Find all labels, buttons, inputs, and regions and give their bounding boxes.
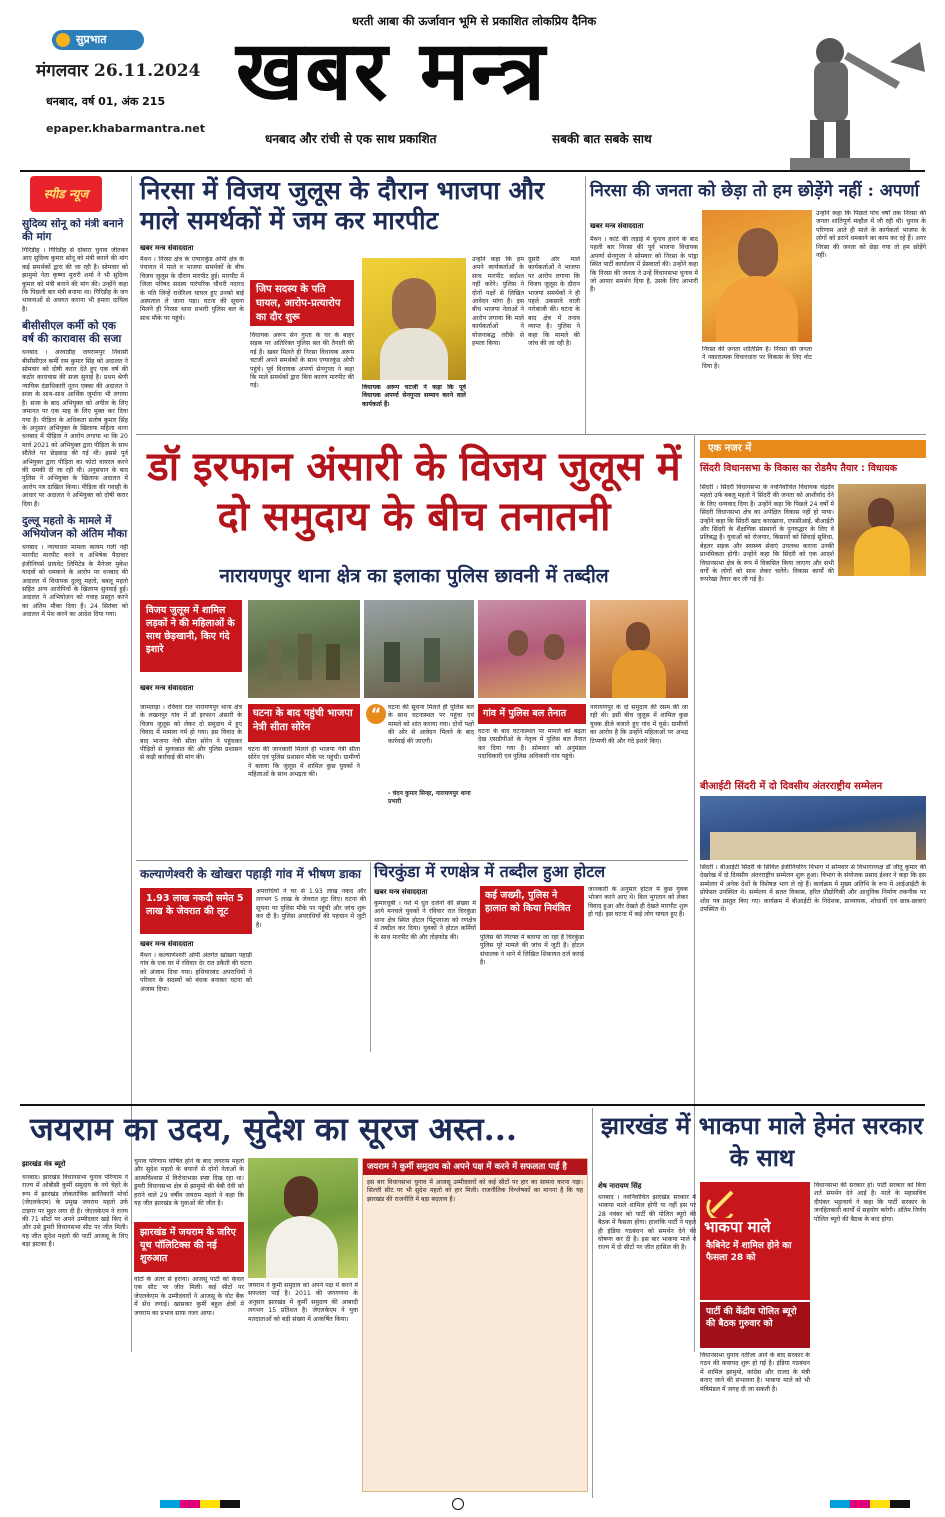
nirsa-col1: मैथन । निरसा क्षेत्र के एग्यारकुंड ओपी क्षेत्र के पंचायत में माले व भाजपा समर्थकों के बीच विजय जुलूस के दौरान मारपीट हुई। मारपीट में जिला परिषद सदस्य पारंपरिक चौधरी नदारद के पति जिन्हें राधेरिश्य घायल हुए उनको बाई अस्पताल ले जाना पड़ा। घटना की सूचना मिलने ही निरसा थाना प्रभारी पुलिस बल के साथ मौके पर पहुंचे। xyxy=(140,256,244,322)
ek-nazar-badge: एक नजर में xyxy=(700,440,926,458)
epaper-url[interactable]: epaper.khabarmantra.net xyxy=(46,122,205,135)
edition-badge xyxy=(52,30,144,50)
nirsa-col3: उन्होंने कहा कि हम अपने कार्यकर्ताओं के साथ मारपीट बर्दाश्त नहीं करेंगे। पुलिस ने दोनों पक्षों से लिखित आवेदन मांगा है। इस बीच भाजपा नेताओं ने आरोप लगाया कि माले कार्यकर्ताओं ने योजनाबद्ध तरीके से हमला किया। xyxy=(472,256,524,348)
registration-mark xyxy=(452,1498,464,1510)
irfan-quote-by: - चंदन कुमार सिन्हा, नारायणपुर थाना प्रभारी xyxy=(388,790,471,805)
column-divider xyxy=(131,176,132,1352)
nirsa-photo xyxy=(362,258,466,380)
speed-news-badge: स्पीड न्यूज xyxy=(30,176,102,212)
nirsa-headline[interactable]: निरसा में विजय जुलूस के दौरान भाजपा और माले समर्थकों में जम कर मारपीट xyxy=(140,176,545,235)
cpi-highlight-2: पार्टी की केंद्रीय पोलित ब्यूरो की बैठक गुरुवार को xyxy=(700,1302,810,1348)
kalyaneshwari-headline[interactable]: कल्याणेश्वरी के खोखरा पहाड़ी गांव में भीषण डाका xyxy=(140,867,361,881)
jairam-headline[interactable]: जयराम का उदय, सुदेश का सूरज अस्त... xyxy=(30,1110,518,1148)
column-divider xyxy=(592,1108,593,1498)
hammer-sickle-icon xyxy=(704,1186,744,1218)
jairam-col2-top: चुनाव परिणाम घोषित होने के बाद जयराम महतो और सुदेश महतो के बयानों से दोनों नेताओं के आत्मविश्वास में विरोधाभास स्पष्ट दिख रहा था। डुमरी विधानसभा क्षेत्र से झामुमो की बेबी देवी को हराने वाले 29 वर्षीय जयराम महतो ने कहा कि यह जीत झारखंड के युवाओं की जीत है। xyxy=(134,1158,244,1208)
chirkunda-headline[interactable]: चिरकुंडा में रणक्षेत्र में तब्दील हुआ होटल xyxy=(374,862,606,881)
irfan-byline: खबर मन्त्र संवाददाता xyxy=(140,684,194,692)
aparna-photo-caption: निरसा की जनता शांतिप्रिय है। निरसा की जनता ने नकारात्मक विचारधारा पर विकास के लिए वोट दिया है। xyxy=(702,346,812,370)
kalyaneshwari-byline: खबर मन्त्र संवाददाता xyxy=(140,940,194,948)
speed-news-body-1: गिरिडीह । गिरिडीह से दोबारा चुनाव जीतकर आए सुदिव्य कुमार सोनू को मंत्री बनाने की मांग कई समर्थकों द्वारा की जा रही है। सोमवार को झामुमो नेता कृष्णा मुरारी शर्मा ने भी सुदिव्य कुमार को मंत्री बनाने की मांग की। उन्होंने कहा कि पिछली बार मंत्री बनाया था। गिरिडीह के जन भावनाओं से अवगत कराना भी हमारा दायित्व है। xyxy=(22,247,128,313)
cpi-headline[interactable]: झारखंड में भाकपा माले हेमंत सरकार के साथ xyxy=(600,1111,924,1172)
column-divider xyxy=(370,862,371,1052)
masthead-rule xyxy=(20,170,925,172)
quote-icon: “ xyxy=(366,704,386,724)
chirkunda-col3: जानकारी के अनुसार होटल में कुछ युवक भोजन करने आए थे। बिल भुगतान को लेकर विवाद हुआ और देखते ही देखते मारपीट शुरू हो गई। इस घटना में कई लोग घायल हुए हैं। xyxy=(588,886,688,919)
column-divider xyxy=(585,176,586,434)
jairam-photo xyxy=(248,1158,358,1278)
speed-news-headline-3: दुल्लू महतो के मामले में अभियोजन को अंतिम मौका xyxy=(22,514,128,540)
irfan-photo-women xyxy=(478,600,586,698)
cpi-col2: विधानसभा चुनाव नतीजा आने के बाद सरकार के गठन की कवायद शुरू हो गई है। इंडिया गठबंधन में शामिल झामुमो, कांग्रेस और राजद के मंत्री बनाए जाने की संभावना है। भाकपा माले को भी मंत्रिमंडल में जगह दी जा सकती है। xyxy=(700,1352,810,1393)
nirsa-highlight: जिप सदस्य के पति घायल, आरोप-प्रत्यारोप का दौर शुरू xyxy=(250,280,354,326)
bit-photo xyxy=(700,796,926,860)
section-rule xyxy=(20,1104,925,1106)
irfan-box2-title: गांव में पुलिस बल तैनात xyxy=(478,704,586,724)
irfan-subhead: नारायणपुर थाना क्षेत्र का इलाका पुलिस छावनी में तब्दील xyxy=(219,565,609,587)
aparna-byline: खबर मन्त्र संवाददाता xyxy=(590,222,644,230)
sindri-body: सिंदरी । सिंदरी विधानसभा के नवनिर्वाचित विधायक चंद्रदेव महतो उर्फ बबलू महतो ने सिंदरी की जनता को आशीर्वाद देने के लिए धन्यवाद दिया है। उन्होंने कहा कि पिछले 24 वर्षों में सिंदरी विधानसभा क्षेत्र का अपेक्षित विकास नहीं हो पाया। उन्होंने कहा कि सिंदरी खाद कारखाना, एफसीआई, बीआईटी और सिंदरी के शैक्षणिक संस्थानों के पुनरुद्धार के लिए वे प्रतिबद्ध हैं। युवाओं को रोजगार, किसानों को सिंचाई सुविधा, बेहतर सड़क और स्वास्थ्य सेवाएं उपलब्ध कराना उनकी प्राथमिकता होगी। उन्होंने कहा कि सिंदरी को एक आदर्श विधानसभा क्षेत्र के रूप में विकसित किया जाएगा और सभी वर्गों के लोगों को साथ लेकर चलेंगे। विकास कार्यों की रूपरेखा तैयार कर ली गई है। xyxy=(700,484,834,584)
nirsa-photo-caption: विधायक अरूप चटर्जी ने कहा कि पूर्व विधायक अपर्णा सेनगुप्ता सम्मान करने वाले कार्यकर्ता हैं। xyxy=(362,384,466,408)
speed-news-body-3: धनबाद । न्यायाधार मामला कायम गली नहीं मारपीट मारपीट करने व अभिषेक पैदावार इंजीनियर्स प्रायवेट लिमिटेड के मैनेजर मुकेश यादवों को धमकाने के आरोप पर धनबाद की अदालत में विधायक दुल्लू महतो, बबलू महतो सहित अन्य आरोपियों के खिलाफ सुनवाई हुई। अदालत ने अभियोजन को गवाह प्रस्तुत करने का अंतिम मौका दिया है। 24 सितंबर को अदालत में पेश करने का आदेश दिया गया। xyxy=(22,543,128,619)
issue-date: मंगलवार 26.11.2024 xyxy=(36,61,201,81)
irfan-photo-sita xyxy=(590,600,688,698)
nirsa-col2: विधायक अरूप सेन गुप्ता के घर के बाहर सड़क पर अतिरिक्त पुलिस बल की तैनाती की गई है। खबर मिलते ही निरसा विधायक अरूप चटर्जी अपने समर्थकों के साथ एग्यारकुंड ओपी पहुंचे। पूर्व विधायक अपर्णा सेनगुप्ता ने कहा कि माले समर्थकों द्वारा बिना कारण मारपीट की गई। xyxy=(250,332,354,390)
masthead-tagline: धरती आबा की ऊर्जावान भूमि से प्रकाशित लोकप्रिय दैनिक xyxy=(352,14,597,28)
aparna-photo xyxy=(702,210,812,342)
aparna-col1: मैथन । कांटे की लड़ाई में चुनाव हारने के बाद पहली बार निरसा की पूर्व भाजपा विधायक अपर्णा सेनगुप्ता ने सोमवार को निरसा के पांड्रा स्थित पार्टी कार्यालय में प्रेसवार्ता की। उन्होंने कहा कि निरसा की जनता ने उन्हें विधानसभा चुनाव में जो आपार समर्थन दिया है, उसके लिए आभारी हैं। xyxy=(590,236,698,294)
chirkunda-highlight: कई जख्मी, पुलिस ने हालात को किया नियंत्रित xyxy=(480,886,584,930)
speed-news-headline-2: बीसीसीएल कर्मी को एक वर्ष की कारावास की सजा xyxy=(22,320,122,346)
aparna-headline[interactable]: निरसा की जनता को छेड़ा तो हम छोड़ेंगे नहीं : अपर्णा xyxy=(590,181,920,201)
sun-icon xyxy=(56,33,70,47)
cpi-byline: शेष नारायण सिंह xyxy=(598,1182,642,1190)
jairam-quote-box-body: इस बार विधानसभा चुनाव में आजसू उम्मीदवारों को कई सीटों पर हार का सामना करना पड़ा। सिल्ली सीट पर भी सुदेश महतो को हार मिली। राजनीतिक विश्लेषकों का मानना है कि यह झारखंड की राजनीति में बड़ा बदलाव है। xyxy=(367,1179,583,1203)
speed-news-body-2: धनबाद । अरवाडीह जयरामपुर निवासी बीसीसीएल कर्मी राम कुमार सिंह को अदालत ने सोमवार को दोषी करार देते हुए एक वर्ष की कठोर कारावास की सजा सुनाई है। प्रथम श्रेणी न्यायिक दंडाधिकारी नूतन एक्का की अदालत ने सजा के साथ-साथ आर्थिक जुर्माना भी लगाया है। सजा के बाद अभियुक्त को अपील के लिए जमानत पर एक माह के लिए मुक्त कर दिया गया है। पीड़िता के अधिकता सतोष कुमार सिंह के अनुसार अभियुक्त के खिलाफ महिला थाना धनबाद में पीड़िता ने आरोप लगाया था कि 20 मार्च 2021 को अभियुक्त द्वारा पीड़िता के साथ सौतेले पर छेड़छाड़ की गई थी। इससे पूर्व अभियुक्त द्वारा पीड़िता का फोटो वायरल करने की धमकी दी जा रही थी। अनुसंधान के बाद पुलिस ने अभियुक्त के खिलाफ अदालत में आरोप पत्र दाखिल किया। पीड़िता की गवाही के आधार पर अदालत ने अभियुक्त को दोषी करार दिया है। xyxy=(22,349,128,508)
cpi-logo-box xyxy=(700,1182,810,1300)
irfan-box-body: घटना की जानकारी मिलते ही भाजपा नेत्री सीता सोरेन एवं पुलिस प्रशासन मौके पर पहुंची। ग्रामीणों ने बताया कि जुलूस में शामिल कुछ युवकों ने महिलाओं के साथ अभद्रता की। xyxy=(248,746,360,779)
nirsa-byline: खबर मन्त्र संवाददाता xyxy=(140,244,194,252)
footer-color-bar-right xyxy=(830,1500,910,1508)
irfan-highlight: विजय जुलूस में शामिल लड़कों ने की महिलाओं के साथ छेड़खानी, किए गंदे इशारे xyxy=(140,600,242,672)
cpi-highlight: कैबिनेट में शामिल होने का फैसला 28 को xyxy=(706,1241,792,1263)
nirsa-col4: दूसरी ओर माले कार्यकर्ताओं ने भाजपा पर आरोप लगाया कि विजय जुलूस के दौरान भाजपा समर्थकों ने ही पहले उकसावे वाली नारेबाजी की। घटना के बाद क्षेत्र में तनाव व्याप्त है। पुलिस ने कहा कि मामले की जांच की जा रही है। xyxy=(528,256,580,348)
jairam-col1: धनबाद। झारखंड विधानसभा चुनाव परिणाम ने राज्य में ओबीसी कुर्मी समुदाय के नये चेहरे के रूप में झारखंड लोकतांत्रिक क्रांतिकारी मोर्चा (जेएलकेएम) के प्रमुख जयराम महतो उर्फ टाइगर पर मुहर लगा दी है। जेएलकेएम ने राज्य की 71 सीटों पर अपने उम्मीदवार खड़े किए थे और उसे डुमरी विधानसभा सीट पर जीत मिली। यह जीत सुदेश महतो की पार्टी आजसू के लिए बड़ा झटका है। xyxy=(22,1174,128,1249)
chirkunda-col1: कुमारधुबी । नशे में धुत दर्जनों की संख्या में आये मनचले युवकों ने रविवार रात चिरकुंडा थाना क्षेत्र स्थित होटल पिंटूप्लाजा को रणक्षेत्र में तब्दील कर दिया। युवकों ने होटल कर्मियों के साथ मारपीट की और तोड़फोड़ की। xyxy=(374,900,476,941)
bit-headline[interactable]: बीआईटी सिंदरी में दो दिवसीय अंतरराष्ट्रीय सम्मेलन xyxy=(700,781,883,792)
sindri-headline[interactable]: सिंदरी विधानसभा के विकास का रोडमैप तैयार : विधायक xyxy=(700,463,898,474)
jairam-byline: झारखंड मंत्र ब्यूरो xyxy=(22,1160,66,1168)
jairam-col2: वोटों के अंतर से हराया। आजसू पार्टी को केवल एक सीट पर जीत मिली। कई सीटों पर जेएलकेएम के उम्मीदवारों ने आजसू के वोट बैंक में सेंध लगाई। खासकर कुर्मी बहुल क्षेत्रों में जयराम का प्रभाव साफ नजर आया। xyxy=(134,1276,244,1317)
edition-badge-text: सुप्रभात xyxy=(76,33,107,46)
irfan-box2-body: घटना के बाद घटनास्थल पर मामले को बढ़ता देख एसडीपीओ के नेतृत्व में पुलिस बल तैनात कर दिया गया है। सोमवार को अनुमंडल पदाधिकारी एवं पुलिस अधिकारी गांव पहुंचे। xyxy=(478,728,586,761)
masthead-subtitle-right: सबकी बात सबके साथ xyxy=(552,132,652,146)
irfan-col-right: नारायणपुर के दो समुदाय की रसम की जा रही थी। इसी बीच जुलूस में शामिल कुछ युवक डीजे बजाते हुए गांव में घुसे। ग्रामीणों का आरोप है कि उन्होंने महिलाओं पर अभद्र टिप्पणी की और गंदे इशारे किए। xyxy=(590,704,688,745)
cpi-col3: विधानसभा की सरकार हो। पार्टी सरकार को बिना शर्त समर्थन देने आई है। माले के महासचिव दीपंकर भट्टाचार्य ने कहा कि पार्टी सरकार के जनहितकारी कार्यों में सहयोग करेगी। अंतिम निर्णय पोलित ब्यूरो की बैठक के बाद होगा। xyxy=(814,1182,926,1223)
speed-news-headline-1: सुदिव्य सोनू को मंत्री बनाने की मांग xyxy=(22,218,124,243)
kalyaneshwari-col2: अपराधियों ने घर से 1.93 लाख नकद और लगभग 5 लाख के जेवरात लूट लिए। घटना की सूचना पर पुलिस मौके पर पहुंची और जांच शुरू कर दी है। पुलिस अपराधियों की पहचान में जुटी है। xyxy=(256,888,366,929)
irfan-box-title: घटना के बाद पहुंची भाजपा नेत्री सीता सोरेन xyxy=(248,704,360,742)
irfan-quote: घटना की सूचना मिलते ही पुलिस बल के साथ घटनास्थल पर पहुंचा एवं मामले को शांत कराया गया। दोनों पक्षों की ओर से आवेदन मिलने के बाद कार्रवाई की जाएगी। xyxy=(388,704,474,745)
jairam-col3: जयराम ने कुर्मी समुदाय को अपने पक्ष में करने में सफलता पाई है। 2011 की जनगणना के अनुसार झारखंड में कुर्मी समुदाय की आबादी लगभग 15 प्रतिशत है। जेएलकेएम ने युवा मतदाताओं को बड़ी संख्या में आकर्षित किया। xyxy=(248,1282,358,1323)
birsa-statue-logo xyxy=(770,22,930,174)
aparna-col2: उन्होंने कहा कि पिछले पांच वर्षों तक निरसा की जनता शांतिपूर्ण माहौल में जी रही थी। चुनाव के परिणाम आते ही माले के कार्यकर्ता भाजपा के लोगों को डराने धमकाने का काम कर रहे हैं। अगर निरसा की जनता को छेड़ा गया तो हम छोड़ेंगे नहीं। xyxy=(816,210,926,260)
cpi-logo-text: भाकपा माले xyxy=(704,1218,771,1236)
place-volume: धनबाद, वर्ष 01, अंक 215 xyxy=(46,95,166,108)
irfan-headline[interactable]: डॉ इरफान अंसारी के विजय जुलूस में दो समुदाय के बीच तनातनी xyxy=(147,443,681,540)
irfan-photo-village xyxy=(364,600,474,698)
cpi-col1: धनबाद । नवनिर्वाचित झारखंड सरकार में भाकपा माले शामिल होगी या नहीं इस पर 28 नवंबर को पार्टी की पोलित ब्यूरो की बैठक में फैसला होगा। हालांकि पार्टी ने पहले ही इंडिया गठबंधन को समर्थन देने की घोषणा कर दी है। इस बार भाकपा माले ने राज्य में दो सीटों पर जीत हासिल की है। xyxy=(598,1194,696,1252)
sindri-photo xyxy=(838,484,926,576)
irfan-photo-police xyxy=(248,600,360,698)
masthead-subtitle-left: धनबाद और रांची से एक साथ प्रकाशित xyxy=(265,132,437,146)
kalyaneshwari-col1: मैथन । कल्याणेश्वरी ओपी अंतर्गत खोखरा पहाड़ी गांव के एक घर में रविवार देर रात डकैती की घटना को अंजाम दिया गया। हथियारबंद अपराधियों ने परिवार के सदस्यों को बंधक बनाकर घटना को अंजाम दिया। xyxy=(140,952,252,993)
footer-color-bar-left xyxy=(160,1500,240,1508)
newspaper-title: खबर मन्त्र xyxy=(236,23,547,119)
section-rule xyxy=(136,434,926,435)
section-rule xyxy=(136,860,688,861)
chirkunda-byline: खबर मन्त्र संवाददाता xyxy=(374,888,428,896)
chirkunda-col2: पुलिस की गिरफ्त में बताया जा रहा है चिरकुंडा पुलिस पूरे मामले की जांच में जुटी है। होटल संचालक ने थाने में लिखित शिकायत दर्ज कराई है। xyxy=(480,934,584,967)
kalyaneshwari-highlight: 1.93 लाख नकदी समेत 5 लाख के जेवरात की लूट xyxy=(140,888,252,934)
jairam-quote-box xyxy=(362,1158,588,1492)
irfan-col1: जामताड़ा । रविवार रात नारायणपुर थाना क्षेत्र के लखनपुर गांव में डॉ इरफान अंसारी के विजय जुलूस को लेकर दो समुदाय में हुए विवाद में मामला गर्म हो गया। इस विवाद के बाद भाजपा नेत्री सीता सोरेन ने पहुंचकर पीड़ितों से मुलाकात की और पुलिस प्रशासन से कड़ी कार्रवाई की मांग की। xyxy=(140,704,242,762)
jairam-highlight: झारखंड में जयराम के जरिए यूथ पॉलिटिक्स की नई शुरुआत xyxy=(134,1222,244,1272)
bit-body: सिंदरी । बीआईटी सिंदरी के सिविल इंजीनियरिंग विभाग में सोमवार से विभागाध्यक्ष डॉ जीतू कुमार की देखरेख में दो दिवसीय अंतरराष्ट्रीय सम्मेलन शुरू हुआ। विभाग के संयोजक प्रसाद ईश्वर ने कहा कि इस सम्मेलन में अनेक देशों के विशेषज्ञ भाग ले रहे हैं। कार्यक्रम में मुख्य अतिथि के रूप में आईआईटी के प्रोफेसर उपस्थित थे। सम्मेलन में सतत विकास, हरित प्रौद्योगिकी और आधुनिक निर्माण तकनीक पर शोध पत्र प्रस्तुत किए गए। कार्यक्रम में बीआईटी के निदेशक, प्राध्यापक, शोधार्थी एवं छात्र-छात्राएं उपस्थित थे। xyxy=(700,864,926,914)
jairam-quote-box-title: जयराम ने कुर्मी समुदाय को अपने पक्ष में करने में सफलता पाई है xyxy=(363,1159,587,1175)
